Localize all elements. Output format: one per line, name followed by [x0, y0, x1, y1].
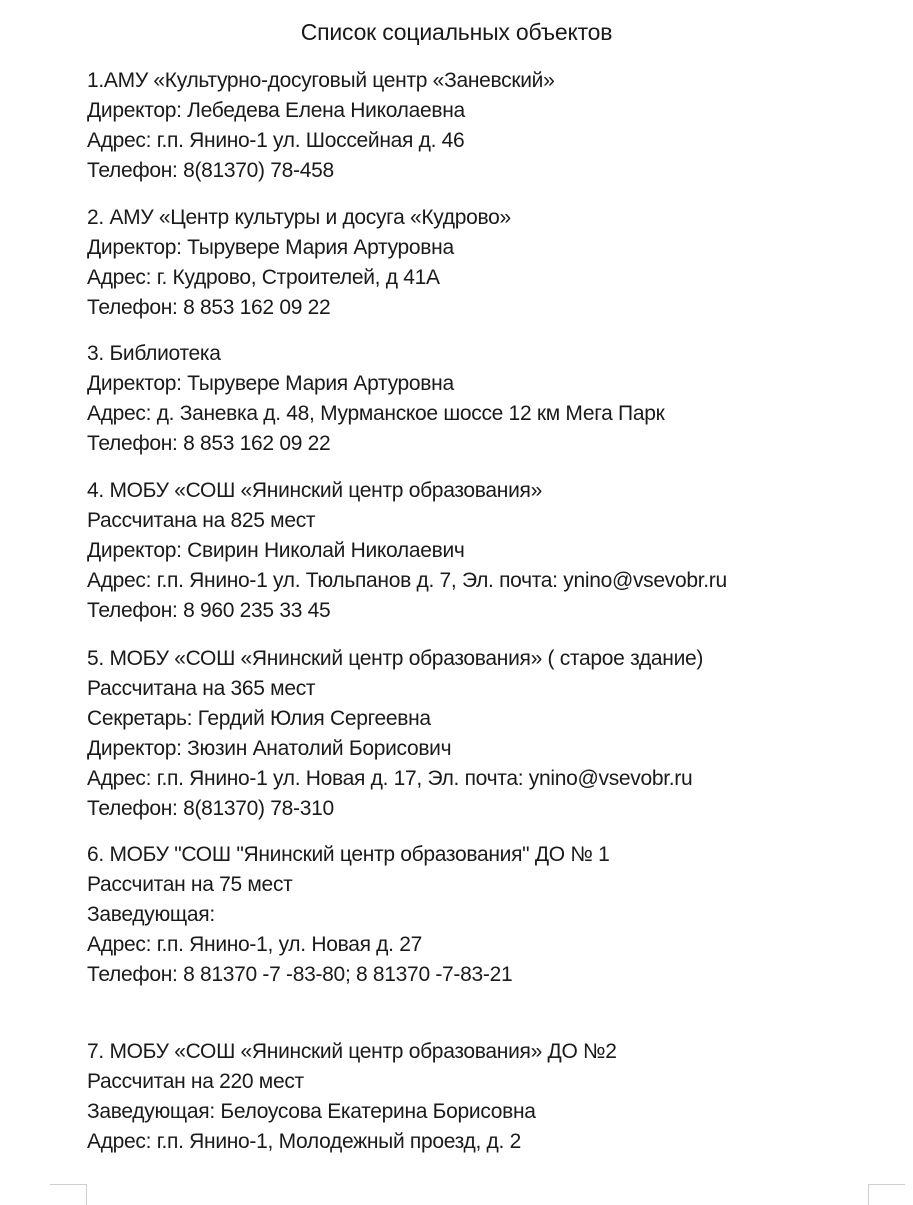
entry-phone: Телефон: 8(81370) 78-310: [87, 797, 334, 820]
entry-director: Директор: Зюзин Анатолий Борисович: [87, 737, 452, 760]
entry-heading: 2. АМУ «Центр культуры и досуга «Кудрово»: [87, 206, 511, 229]
entry-address: Адрес: г.п. Янино-1 ул. Новая д. 17, Эл. почта: ynino@vsevobr.ru: [87, 767, 693, 790]
entry-director: Директор: Тырувере Мария Артуровна: [87, 372, 454, 395]
entry-phone: Телефон: 8 960 235 33 45: [87, 599, 331, 622]
entry-address: Адрес: г.п. Янино-1, ул. Новая д. 27: [87, 933, 422, 956]
entry-heading: 4. МОБУ «СОШ «Янинский центр образования»: [87, 479, 542, 502]
entry-7: [87, 1037, 897, 1157]
entry-5: [87, 644, 897, 824]
entry-heading: 6. МОБУ "СОШ "Янинский центр образования" ДО № 1: [87, 843, 610, 866]
entry-director: Директор: Свирин Николай Николаевич: [87, 539, 465, 562]
entry-address: Адрес: г.п. Янино-1 ул. Шоссейная д. 46: [87, 129, 465, 152]
entry-address: Адрес: д. Заневка д. 48, Мурманское шоссе 12 км Мега Парк: [87, 402, 665, 425]
entry-address: Адрес: г.п. Янино-1, Молодежный проезд, д. 2: [87, 1130, 521, 1153]
entry-4: [87, 476, 897, 626]
page-title: Список социальных объектов: [300, 19, 613, 45]
entry-heading: 1.АМУ «Культурно-досуговый центр «Заневский»: [87, 69, 555, 92]
entry-phone: Телефон: 8(81370) 78-458: [87, 159, 334, 182]
entry-director: Директор: Лебедева Елена Николаевна: [87, 99, 465, 122]
entry-address: Адрес: г. Кудрово, Строителей, д 41А: [87, 266, 440, 289]
entry-capacity: Рассчитан на 220 мест: [87, 1070, 304, 1093]
page-corner-mark-right: [868, 1184, 905, 1205]
entry-capacity: Рассчитана на 825 мест: [87, 509, 316, 532]
entry-heading: 3. Библиотека: [87, 342, 221, 365]
entry-secretary: Секретарь: Гердий Юлия Сергеевна: [87, 707, 431, 730]
entry-phone: Телефон: 8 853 162 09 22: [87, 296, 331, 319]
entry-manager: Заведующая: Белоусова Екатерина Борисовна: [87, 1100, 536, 1123]
entry-heading: 5. МОБУ «СОШ «Янинский центр образования» ( старое здание): [87, 647, 704, 670]
entry-phone: Телефон: 8 81370 -7 -83-80; 8 81370 -7-83-21: [87, 963, 513, 986]
entry-2: [87, 203, 897, 323]
entry-address: Адрес: г.п. Янино-1 ул. Тюльпанов д. 7, Эл. почта: ynino@vsevobr.ru: [87, 569, 727, 592]
page-corner-mark-left: [50, 1184, 87, 1205]
entry-capacity: Рассчитана на 365 мест: [87, 677, 316, 700]
entry-director: Директор: Тырувере Мария Артуровна: [87, 236, 454, 259]
entry-3: [87, 339, 897, 459]
entry-heading: 7. МОБУ «СОШ «Янинский центр образования» ДО №2: [87, 1040, 617, 1063]
entry-1: [87, 66, 897, 186]
entry-phone: Телефон: 8 853 162 09 22: [87, 432, 331, 455]
entry-manager: Заведующая:: [87, 903, 215, 926]
entry-6: [87, 840, 897, 990]
entry-capacity: Рассчитан на 75 мест: [87, 873, 293, 896]
